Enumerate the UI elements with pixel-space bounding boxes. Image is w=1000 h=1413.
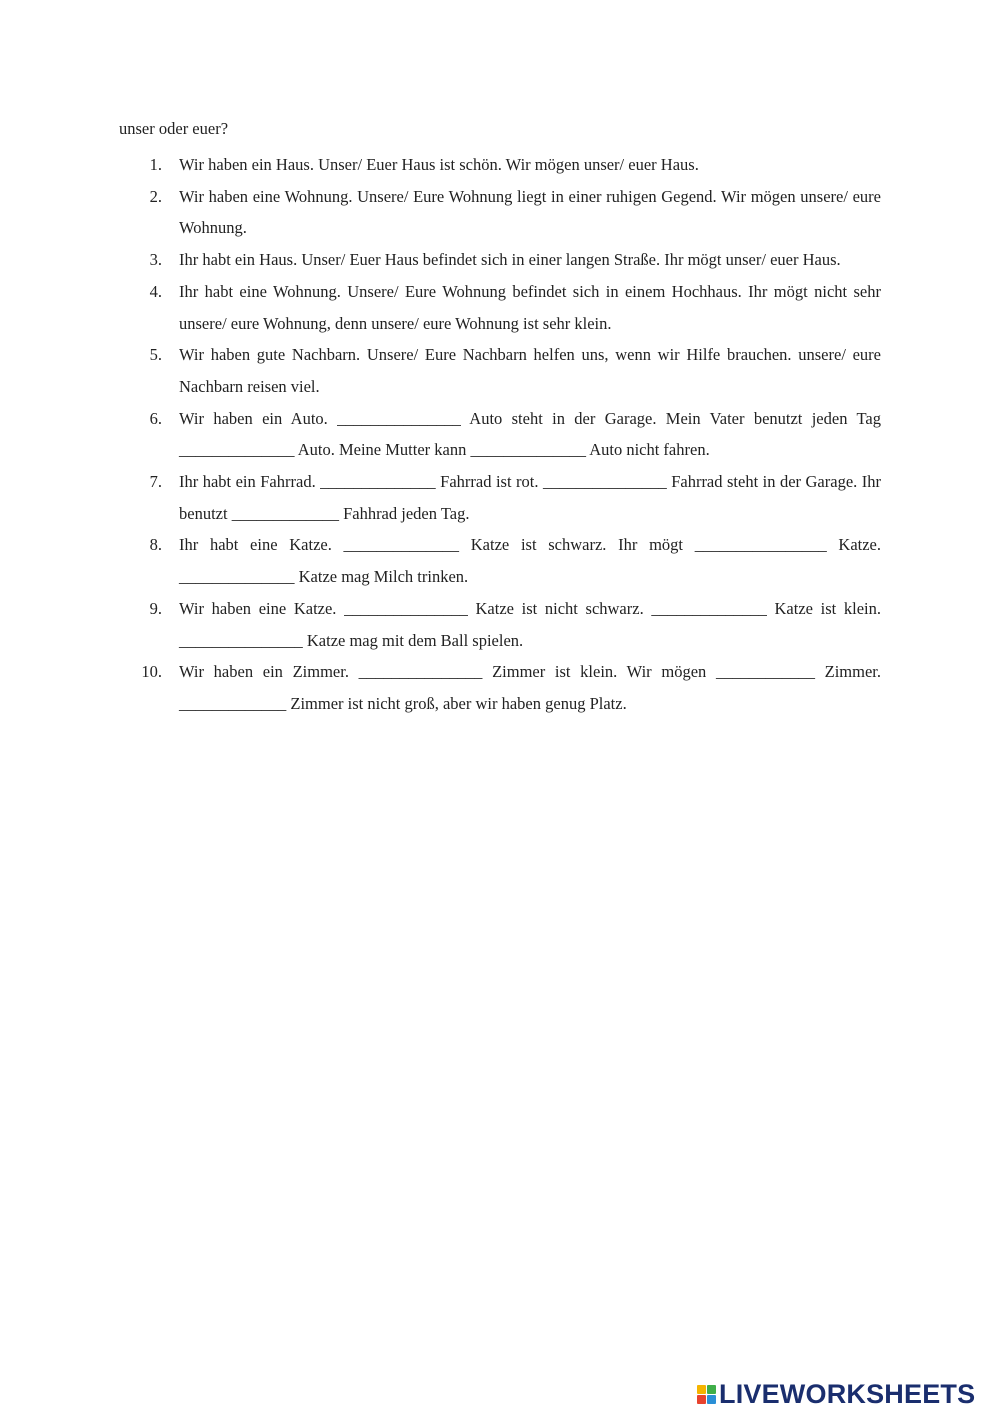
- exercise-text: Ihr habt ein Fahrrad. ______________ Fahrrad ist rot. _______________ Fahrrad steht in der Garage. Ihr benutzt _____________ Fahhrad jeden Tag.: [179, 472, 881, 523]
- logo-square-yellow: [697, 1385, 706, 1394]
- exercise-text: Wir haben ein Haus. Unser/ Euer Haus ist schön. Wir mögen unser/ euer Haus.: [179, 155, 699, 174]
- worksheet-heading: unser oder euer?: [119, 119, 229, 138]
- exercise-number: 1.: [149, 155, 162, 174]
- exercise-number: 4.: [149, 281, 162, 301]
- exercise-text: Wir haben eine Katze. _______________ Katze ist nicht schwarz. ______________ Katze ist klein. _______________ Katze mag mit dem Ball spielen.: [179, 598, 881, 650]
- exercise-text: Wir haben ein Zimmer. _______________ Zimmer ist klein. Wir mögen ____________ Zimmer. _____________ Zimmer ist nicht groß, aber wir haben genug Platz.: [179, 662, 881, 713]
- exercise-number: 2.: [149, 186, 162, 206]
- exercise-item: [120, 181, 881, 244]
- exercise-text: Wir haben gute Nachbarn. Unsere/ Eure Nachbarn helfen uns, wenn wir Hilfe brauchen. unsere/ eure Nachbarn reisen viel.: [179, 345, 881, 396]
- exercise-item: [120, 529, 881, 592]
- exercise-number: 5.: [149, 345, 162, 365]
- exercise-item: [120, 149, 881, 181]
- exercise-item: [120, 339, 881, 402]
- exercise-text: Ihr habt ein Haus. Unser/ Euer Haus befindet sich in einer langen Straße. Ihr mögt unser/ euer Haus.: [179, 250, 841, 270]
- exercise-item: [120, 276, 881, 339]
- exercise-item: [120, 466, 881, 529]
- exercise-text: Ihr habt eine Wohnung. Unsere/ Eure Wohnung befindet sich in einem Hochhaus. Ihr mögt nicht sehr unsere/ eure Wohnung, denn unsere/ eure Wohnung ist sehr klein.: [179, 281, 881, 333]
- logo-square-blue: [707, 1395, 716, 1404]
- exercise-text: Wir haben ein Auto. _______________ Auto steht in der Garage. Mein Vater benutzt jeden Tag ______________ Auto. Meine Mutter kann ______________ Auto nicht fahren.: [179, 408, 881, 460]
- exercise-text: Ihr habt eine Katze. ______________ Katze ist schwarz. Ihr mögt ________________ Katze. ______________ Katze mag Milch trinken.: [179, 535, 881, 587]
- exercise-number: 7.: [149, 472, 162, 492]
- exercise-number: 9.: [149, 598, 162, 618]
- logo-square-red: [697, 1395, 706, 1404]
- exercise-item: [120, 593, 881, 656]
- logo-text: LIVEWORKSHEETS: [719, 1379, 976, 1409]
- liveworksheets-mark-icon: [697, 1385, 716, 1404]
- exercise-number: 10.: [141, 662, 162, 682]
- liveworksheets-logo: [697, 1378, 975, 1410]
- exercise-item: [120, 656, 881, 719]
- exercise-number: 3.: [149, 250, 162, 270]
- exercise-list: [120, 149, 881, 720]
- logo-square-green: [707, 1385, 716, 1394]
- exercise-text: Wir haben eine Wohnung. Unsere/ Eure Wohnung liegt in einer ruhigen Gegend. Wir mögen unsere/ eure Wohnung.: [179, 186, 881, 238]
- exercise-item: [120, 244, 881, 276]
- exercise-number: 8.: [149, 535, 162, 555]
- exercise-number: 6.: [149, 408, 162, 428]
- exercise-item: [120, 403, 881, 466]
